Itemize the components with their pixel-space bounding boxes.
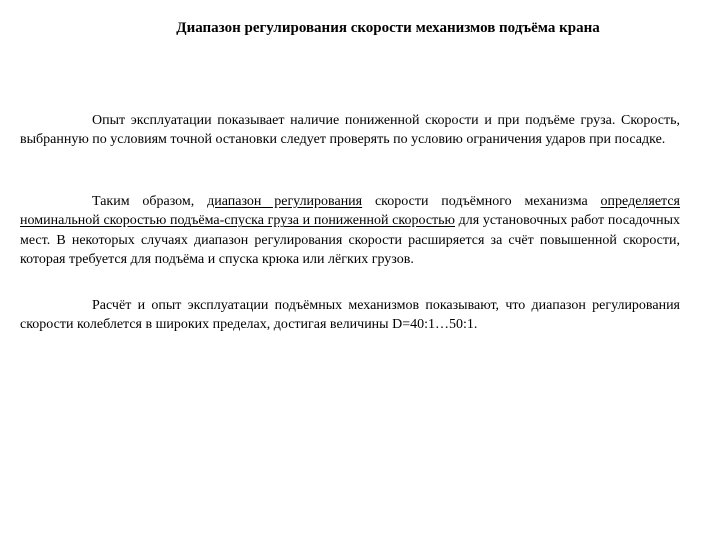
paragraph-2-text-end: для установочных работ посадочных мест. В некоторых случаях диапазон регулирования скорости расширяется за счёт повышенной скорости, которая требуется для подъёма и спуска крюка или лёгких грузов. [20,213,680,268]
underlined-definition: определяется номинальной скоростью подъёма-спуска груза и пониженной скоростью [20,194,680,229]
underlined-term-speed-range: диапазон регулирования [207,194,363,209]
slide-title: Диапазон регулирования скорости механизмов подъёма крана [176,20,600,36]
paragraph-1 [20,111,680,150]
paragraph-3 [20,296,680,335]
paragraph-2 [20,192,680,270]
paragraph-2-text-start: Таким образом, [92,194,208,209]
paragraph-3-text: Расчёт и опыт эксплуатации подъёмных механизмов показывают, что диапазон регулирования скорости колеблется в широких пределах, достигая величины D=40:1…50:1. [20,298,680,333]
paragraph-1-text: Опыт эксплуатации показывает наличие пониженной скорости и при подъёме груза. Скорость, выбранную по условиям точной остановки следует проверять по условию ограничения ударов при посадке. [20,113,680,148]
paragraph-2-text-middle: скорости подъёмного механизма [362,194,601,209]
